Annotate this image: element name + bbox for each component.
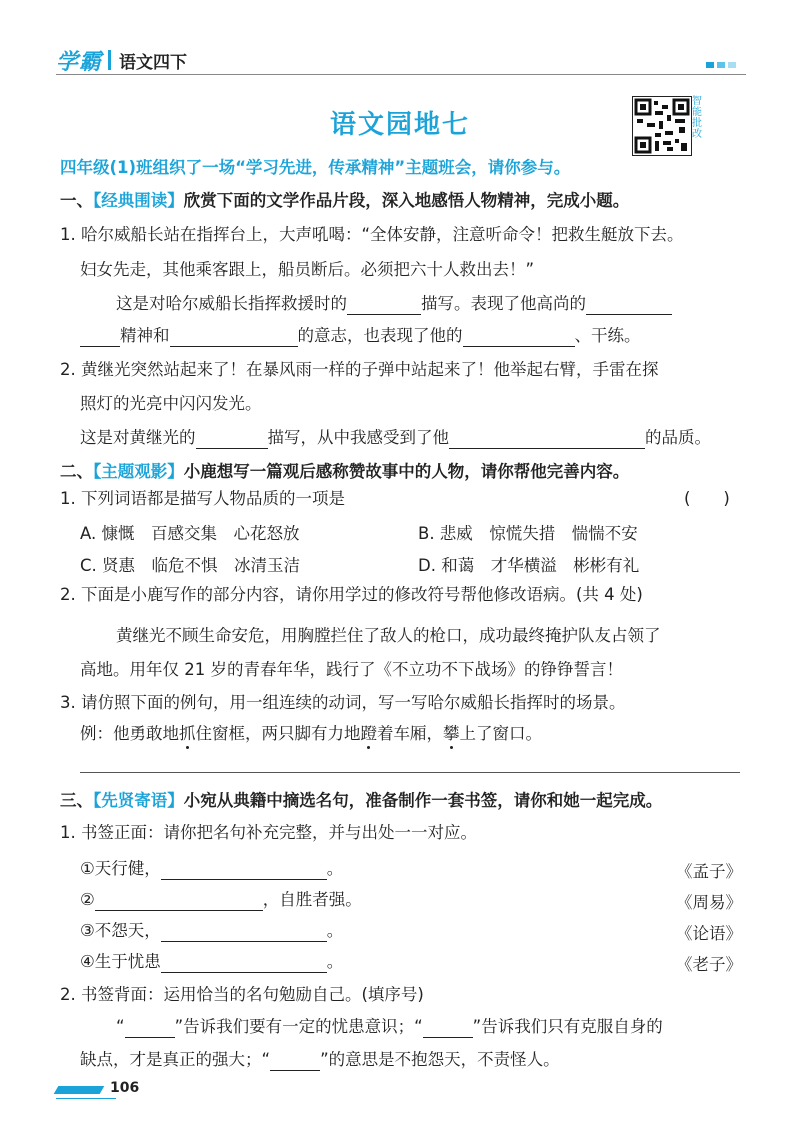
emphasized-verb: 蹬 xyxy=(360,724,377,743)
section-3-heading xyxy=(60,790,662,812)
section-text: 小鹿想写一篇观后感称赞故事中的人物，请你帮他完善内容。 xyxy=(183,462,630,481)
question-text: 1. 下列词语都是描写人物品质的一项是 xyxy=(60,489,345,508)
question-text: ”的意思是不抱怨天，不责怪人。 xyxy=(320,1050,560,1069)
fill-in-line xyxy=(116,1016,663,1038)
page-number: 106 xyxy=(110,1080,140,1096)
fill-in-line xyxy=(80,427,711,449)
answer-line[interactable] xyxy=(80,772,740,773)
subject-label: 语文四下 xyxy=(119,52,188,73)
intro-text: 四年级(1)班组织了一场“学习先进，传承精神”主题班会，请你参与。 xyxy=(60,158,571,177)
brand xyxy=(56,44,187,76)
footer-divider xyxy=(56,1098,116,1099)
answer-blank[interactable] xyxy=(125,1019,175,1038)
section-tag: 【经典围读】 xyxy=(93,191,184,210)
fill-in-line xyxy=(80,325,641,347)
example-text: 住窗框，两只脚有力地 xyxy=(195,724,361,743)
question-text: 精神和 xyxy=(120,326,170,345)
answer-blank[interactable] xyxy=(586,296,672,315)
page-title: 语文园地七 xyxy=(329,110,470,140)
section-tag: 【先贤寄语】 xyxy=(93,791,184,810)
question-text: 妇女先走，其他乘客跟上，船员断后。必须把六十人救出去！” xyxy=(80,260,535,279)
answer-blank[interactable] xyxy=(463,328,575,347)
qr-label: 智能批改 xyxy=(692,96,702,140)
item-text: ，自胜者强。 xyxy=(262,890,362,909)
header-decoration xyxy=(706,62,736,68)
example-text: 着车厢， xyxy=(377,724,443,743)
question-text: 的意志，也表现了他的 xyxy=(297,326,463,345)
answer-blank[interactable] xyxy=(161,861,327,880)
section-2-heading xyxy=(60,461,629,483)
section-text: 小宛从典籍中摘选名句，准备制作一套书签，请你和她一起完成。 xyxy=(183,791,663,810)
fill-in-line xyxy=(80,1049,560,1071)
emphasized-verb: 攀 xyxy=(443,724,460,743)
answer-blank[interactable] xyxy=(347,296,421,315)
section-number: 一、 xyxy=(60,191,93,210)
paragraph-text: 高地。用年仅 21 岁的青春年华，践行了《不立功不下战场》的铮铮誓言！ xyxy=(80,660,623,679)
item-text: 。 xyxy=(326,859,344,878)
question-text: ”告诉我们只有克服自身的 xyxy=(472,1017,663,1036)
question-text: 、干练。 xyxy=(574,326,641,345)
emphasized-verb: 抓 xyxy=(179,724,196,743)
option-a[interactable]: A. 慷慨 百感交集 心花怒放 xyxy=(80,524,300,543)
source-label[interactable]: 《周易》 xyxy=(676,893,742,912)
header-divider xyxy=(56,74,746,75)
question-text: ”告诉我们要有一定的忧患意识；“ xyxy=(174,1017,423,1036)
source-label[interactable]: 《孟子》 xyxy=(676,862,742,881)
brand-logo: 学霸 xyxy=(56,49,103,75)
section-text: 欣赏下面的文学作品片段，深入地感悟人物精神，完成小题。 xyxy=(183,191,630,210)
section-number: 二、 xyxy=(60,462,93,481)
bookmark-item xyxy=(80,920,343,942)
pencil-icon xyxy=(54,1086,105,1094)
source-label[interactable]: 《论语》 xyxy=(676,924,742,943)
bookmark-item xyxy=(80,951,343,973)
bookmark-item xyxy=(80,889,362,911)
item-text: 。 xyxy=(326,952,344,971)
example-sentence xyxy=(80,723,542,745)
option-d[interactable]: D. 和蔼 才华横溢 彬彬有礼 xyxy=(418,556,640,575)
bookmark-item xyxy=(80,858,343,880)
question-text: 描写，从中我感受到了他 xyxy=(267,428,449,447)
question-text: “ xyxy=(116,1017,125,1036)
option-b[interactable]: B. 悲威 惊慌失措 惴惴不安 xyxy=(418,524,638,543)
question-text: 缺点，才是真正的强大；“ xyxy=(80,1050,271,1069)
question-text: 2. 黄继光突然站起来了！在暴风雨一样的子弹中站起来了！他举起右臂，手雷在探 xyxy=(60,360,659,379)
qr-code-icon[interactable] xyxy=(632,96,692,156)
question-text: 这是对哈尔威船长指挥救援时的 xyxy=(116,294,347,313)
item-text: ② xyxy=(80,890,95,909)
section-number: 三、 xyxy=(60,791,93,810)
section-1-heading xyxy=(60,190,629,212)
question-text: 2. 书签背面：运用恰当的名句勉励自己。(填序号) xyxy=(60,985,424,1004)
option-c[interactable]: C. 贤惠 临危不惧 冰清玉洁 xyxy=(80,556,301,575)
item-text: 。 xyxy=(326,921,344,940)
answer-blank[interactable] xyxy=(449,430,645,449)
answer-blank[interactable] xyxy=(80,328,120,347)
fill-in-line xyxy=(116,293,672,315)
answer-blank[interactable] xyxy=(161,954,327,973)
answer-blank[interactable] xyxy=(196,430,268,449)
answer-blank[interactable] xyxy=(170,328,298,347)
item-text: ③不怨天， xyxy=(80,921,161,940)
brand-divider xyxy=(108,50,111,70)
answer-blank[interactable] xyxy=(161,923,327,942)
question-text: 2. 下面是小鹿写作的部分内容，请你用学过的修改符号帮他修改语病。(共 4 处) xyxy=(60,585,643,604)
example-text: 例：他勇敢地 xyxy=(80,724,179,743)
answer-blank[interactable] xyxy=(95,892,263,911)
question-text: 照灯的光亮中闪闪发光。 xyxy=(80,394,262,413)
answer-blank[interactable] xyxy=(270,1052,320,1071)
item-text: ①天行健， xyxy=(80,859,161,878)
question-text: 描写。表现了他高尚的 xyxy=(421,294,586,313)
source-label[interactable]: 《老子》 xyxy=(676,955,742,974)
section-tag: 【主题观影】 xyxy=(93,462,184,481)
question-text: 的品质。 xyxy=(645,428,711,447)
question-text: 1. 哈尔威船长站在指挥台上，大声吼喝：“全体安静，注意听命令！把救生艇放下去。 xyxy=(60,225,684,244)
example-text: 上了窗口。 xyxy=(459,724,542,743)
answer-blank[interactable] xyxy=(423,1019,473,1038)
question-text: 1. 书签正面：请你把名句补充完整，并与出处一一对应。 xyxy=(60,823,477,842)
answer-paren[interactable]: ( ) xyxy=(684,489,730,508)
paragraph-text: 黄继光不顾生命安危，用胸膛拦住了敌人的枪口，成功最终掩护队友占领了 xyxy=(116,626,661,645)
question-text: 这是对黄继光的 xyxy=(80,428,196,447)
question-text: 3. 请仿照下面的例句，用一组连续的动词，写一写哈尔威船长指挥时的场景。 xyxy=(60,693,626,712)
item-text: ④生于忧患 xyxy=(80,952,161,971)
